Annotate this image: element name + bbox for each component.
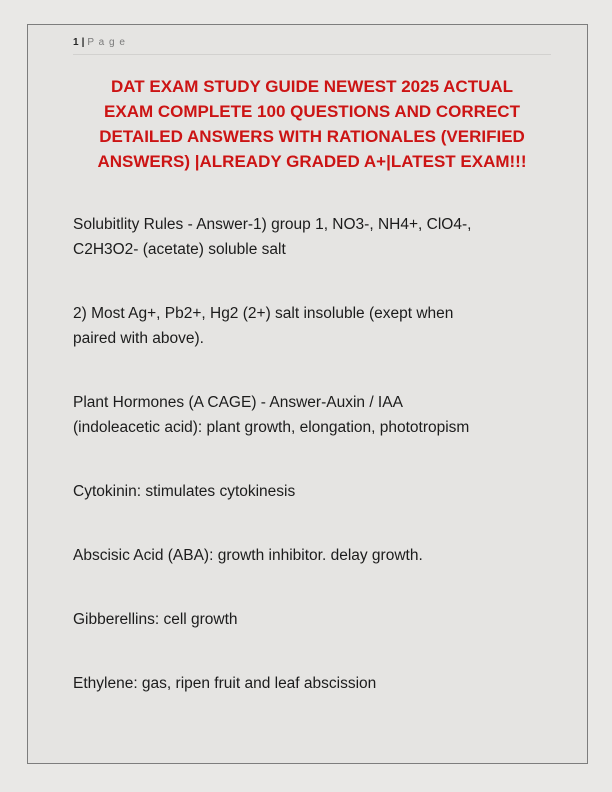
page-number-separator: | bbox=[81, 37, 85, 48]
paragraph-gibberellins bbox=[73, 607, 551, 632]
paragraph-line: Cytokinin: stimulates cytokinesis bbox=[73, 483, 296, 500]
page-header bbox=[73, 36, 551, 55]
title-line: DETAILED ANSWERS WITH RATIONALES (VERIFIED bbox=[99, 127, 525, 146]
paragraph-line: C2H3O2- (acetate) soluble salt bbox=[73, 241, 286, 258]
paragraph-line: paired with above). bbox=[73, 330, 204, 347]
paragraph-insoluble-salts bbox=[73, 301, 551, 351]
paragraph-solubility-rules bbox=[73, 212, 551, 262]
paragraph-line: Ethylene: gas, ripen fruit and leaf abscission bbox=[73, 675, 377, 692]
paragraph-line: Plant Hormones (A CAGE) - Answer-Auxin / IAA bbox=[73, 394, 403, 411]
paragraph-line: 2) Most Ag+, Pb2+, Hg2 (2+) salt insoluble (exept when bbox=[73, 305, 454, 322]
paragraph-abscisic-acid bbox=[73, 543, 551, 568]
paragraph-ethylene bbox=[73, 671, 551, 696]
paragraph-line: (indoleacetic acid): plant growth, elongation, phototropism bbox=[73, 419, 470, 436]
page-label: P a g e bbox=[87, 37, 126, 48]
paragraph-cytokinin bbox=[73, 479, 551, 504]
document-body bbox=[73, 212, 551, 696]
title-line: EXAM COMPLETE 100 QUESTIONS AND CORRECT bbox=[104, 102, 520, 121]
paragraph-plant-hormones bbox=[73, 390, 551, 440]
title-line: ANSWERS) |ALREADY GRADED A+|LATEST EXAM!!! bbox=[97, 152, 527, 171]
title-line: DAT EXAM STUDY GUIDE NEWEST 2025 ACTUAL bbox=[110, 77, 514, 96]
document-page bbox=[27, 24, 588, 764]
document-title bbox=[73, 74, 551, 174]
paragraph-line: Gibberellins: cell growth bbox=[73, 611, 238, 628]
paragraph-line: Solubitlity Rules - Answer-1) group 1, NO3-, NH4+, ClO4-, bbox=[73, 216, 472, 233]
page-number: 1 bbox=[73, 37, 79, 48]
paragraph-line: Abscisic Acid (ABA): growth inhibitor. delay growth. bbox=[73, 547, 423, 564]
